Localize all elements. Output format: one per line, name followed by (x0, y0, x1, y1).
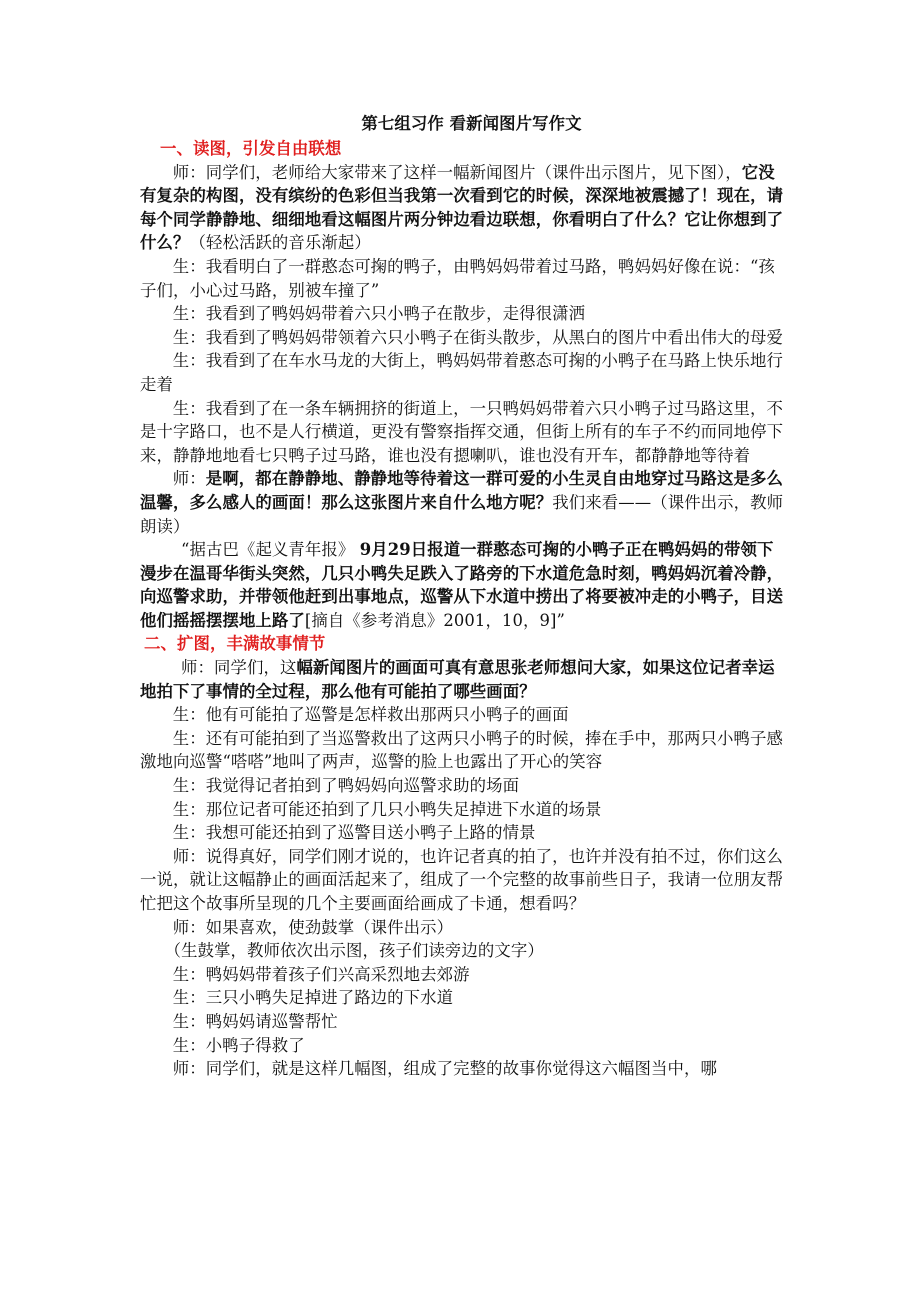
document-body (140, 110, 785, 1081)
paragraph-teacher-6: 师：同学们，就是这样几幅图，组成了完整的故事你觉得这六幅图当中，哪 (172, 1059, 717, 1079)
paragraph-teacher-4: 师：说得真好，同学们刚才说的，也许记者真的拍了，也许并没有拍不过，你们这么一说，就让这幅静止的画面活起来了，组成了一个完整的故事前些日子，我请一位朋友帮忙把这个故事所呈现的几个主要画面给画成了卡通，想看吗？ (140, 846, 784, 913)
page-title: 第七组习作 看新闻图片写作文 (361, 114, 582, 133)
paragraph-student: 生：我看明白了一群憨态可掬的鸭子，由鸭妈妈带着过马路，鸭妈妈好像在说：“孩子们，小心过马路，别被车撞了” (140, 256, 775, 300)
paragraph-student: 生：还有可能拍到了当巡警救出了这两只小鸭子的时候，捧在手中，那两只小鸭子感激地向巡警“嗒嗒”地叫了两声，巡警的脸上也露出了开心的笑容 (140, 728, 783, 772)
paragraph-student: 生：我觉得记者拍到了鸭妈妈向巡警求助的场面 (172, 776, 520, 796)
news-quote (140, 538, 785, 632)
bold-text: 9月29日报道一群憨态可掬的小鸭子正在鸭妈妈的带领下漫步在温哥华街头突然，几只小鸭失足跌入了路旁的下水道危急时刻，鸭妈妈沉着冷静，向巡警求助，并带领他赶到出事地点，巡警从下水道中捞出了将要被冲走的小鸭子，目送他们摇摇摆摆地上路了 (140, 540, 784, 630)
paragraph-teacher-1 (140, 161, 785, 255)
paragraph-student: 生：鸭妈妈带着孩子们兴高采烈地去郊游 (172, 964, 470, 984)
stage-direction: （生鼓掌，教师依次出示图，孩子们读旁边的文字） (164, 941, 544, 961)
paragraph-student: 生：三只小鸭失足掉进了路边的下水道 (172, 988, 454, 1008)
section-heading-1: 一、读图，引发自由联想 (160, 139, 342, 158)
paragraph-student: 生：我看到了鸭妈妈带领着六只小鸭子在街头散步，从黑白的图片中看出伟大的母爱 (172, 327, 783, 347)
paragraph-student: 生：我想可能还拍到了巡警目送小鸭子上路的情景 (172, 823, 536, 843)
paragraph-student: 生：他有可能拍了巡警是怎样救出那两只小鸭子的画面 (172, 705, 569, 725)
paragraph-student: 生：我看到了在车水马龙的大街上，鸭妈妈带着憨态可掬的小鸭子在马路上快乐地行走着 (140, 351, 783, 394)
bold-text: 是啊，都在静静地、静静地等待着这一群可爱的小生灵自由地穿过马路这是多么温馨，多么感人的画面！那么这张图片来自什么地方呢？ (140, 469, 783, 512)
text-span: “据古巴《起义青年报》 (181, 540, 360, 560)
text-span: 我们来看——（课件出示，教师朗读） (140, 492, 784, 536)
paragraph-student: 生：我看到了鸭妈妈带着六只小鸭子在散步，走得很潇洒 (172, 304, 586, 324)
paragraph-student: 生：小鸭子得救了 (172, 1035, 305, 1055)
paragraph-student: 生：我看到了在一条车辆拥挤的街道上，一只鸭妈妈带着六只小鸭子过马路这里，不是十字路口，也不是人行横道，更没有警察指挥交通，但街上所有的车子不约而同地停下来，静静地地看七只鸭子过马路，谁也没有摁喇叭，谁也没有开车，都静静地等待着 (140, 398, 784, 465)
text-span: 师：同学们，老师给大家带来了这样一幅新闻图片（课件出示图片，见下图）， (172, 162, 742, 182)
paragraph-student: 生：鸭妈妈请巡警帮忙 (172, 1011, 338, 1031)
text-span: 师： (172, 469, 206, 489)
paragraph-teacher-2 (140, 467, 785, 538)
section-heading-2: 二、扩图，丰满故事情节 (144, 634, 326, 654)
text-span: （轻松活跃的音乐渐起） (189, 233, 371, 253)
bold-text: 它没有复杂的构图，没有缤纷的色彩但当我第一次看到它的时候，深深地被震撼了！现在，请每个同学静静地、细细地看这幅图片两分钟边看边联想，你看明白了什么？它让你想到了什么？ (140, 162, 784, 253)
paragraph-student: 生：那位记者可能还拍到了几只小鸭失足掉进下水道的场景 (172, 799, 602, 819)
paragraph-teacher-5: 师：如果喜欢，使劲鼓掌（课件出示） (172, 917, 454, 937)
text-span: [摘自《参考消息》2001，10，9]” (304, 610, 565, 630)
paragraph-teacher-3 (140, 656, 785, 703)
text-span: 师：同学们，这 (181, 658, 297, 678)
bold-text: 幅新闻图片的画面可真有意思张老师想问大家，如果这位记者幸运地拍下了事情的全过程，那么他有可能拍了哪些画面？ (140, 658, 775, 701)
